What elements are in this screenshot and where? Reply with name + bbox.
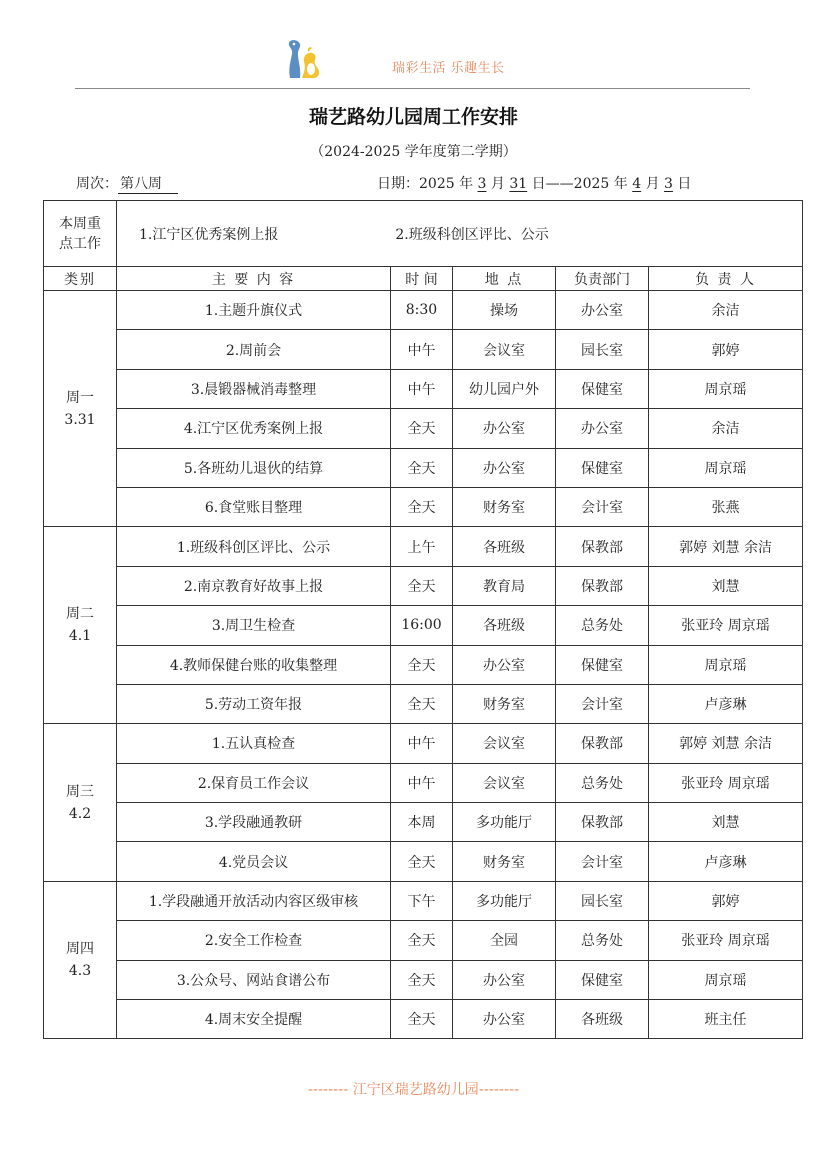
item-person: 周京瑶	[649, 960, 803, 999]
date-unit-day-2: 日	[677, 176, 692, 192]
week-value: 第八周	[118, 176, 178, 194]
item-person: 班主任	[649, 1000, 803, 1039]
date-unit-month: 月	[490, 176, 505, 192]
table-row	[44, 684, 803, 723]
item-dept: 总务处	[556, 606, 649, 645]
date-info	[377, 173, 691, 193]
date-label: 日期：	[377, 176, 419, 192]
item-place: 教育局	[453, 566, 556, 605]
table-row	[44, 1000, 803, 1039]
col-header-content: 主 要 内 容	[117, 267, 391, 291]
item-time: 全天	[391, 409, 453, 448]
item-place: 办公室	[453, 960, 556, 999]
item-time: 全天	[391, 487, 453, 526]
day-name: 周四	[66, 941, 94, 958]
table-row	[44, 842, 803, 881]
item-time: 本周	[391, 803, 453, 842]
item-person: 周京瑶	[649, 645, 803, 684]
item-place: 财务室	[453, 842, 556, 881]
item-content: 4.党员会议	[117, 842, 391, 881]
table-row	[44, 763, 803, 802]
item-place: 会议室	[453, 763, 556, 802]
item-dept: 保教部	[556, 566, 649, 605]
item-content: 2.安全工作检查	[117, 921, 391, 960]
item-place: 会议室	[453, 724, 556, 763]
item-person: 卢彦琳	[649, 842, 803, 881]
item-place: 办公室	[453, 448, 556, 487]
item-person: 张亚玲 周京瑶	[649, 763, 803, 802]
item-place: 会议室	[453, 330, 556, 369]
item-content: 2.南京教育好故事上报	[117, 566, 391, 605]
table-row	[44, 487, 803, 526]
item-time: 全天	[391, 960, 453, 999]
day-name: 周二	[66, 606, 94, 623]
item-time: 上午	[391, 527, 453, 566]
item-place: 各班级	[453, 527, 556, 566]
table-row	[44, 881, 803, 920]
item-content: 3.学段融通教研	[117, 803, 391, 842]
day-date: 4.1	[68, 628, 92, 645]
date-month-start: 3	[477, 176, 487, 192]
focus-item-2: 2.班级科创区评比、公示	[395, 226, 549, 243]
day-cell	[44, 291, 117, 527]
col-header-person: 负 责 人	[649, 267, 803, 291]
item-time: 全天	[391, 566, 453, 605]
item-dept: 保健室	[556, 369, 649, 408]
item-dept: 保教部	[556, 803, 649, 842]
item-content: 4.周末安全提醒	[117, 1000, 391, 1039]
item-content: 4.江宁区优秀案例上报	[117, 409, 391, 448]
table-row	[44, 369, 803, 408]
item-place: 办公室	[453, 645, 556, 684]
item-dept: 保教部	[556, 724, 649, 763]
week-info	[76, 173, 178, 194]
item-person: 刘慧	[649, 803, 803, 842]
item-dept: 办公室	[556, 409, 649, 448]
table-row	[44, 409, 803, 448]
item-place: 办公室	[453, 409, 556, 448]
table-header-row	[44, 267, 803, 291]
item-time: 中午	[391, 763, 453, 802]
date-unit-day: 日	[531, 176, 546, 192]
item-time: 全天	[391, 842, 453, 881]
table-row	[44, 960, 803, 999]
item-dept: 总务处	[556, 763, 649, 802]
item-person: 余洁	[649, 409, 803, 448]
item-place: 财务室	[453, 684, 556, 723]
date-year-start: 2025	[419, 176, 455, 192]
day-date: 3.31	[64, 411, 96, 428]
item-time: 全天	[391, 1000, 453, 1039]
date-year-end: 2025	[573, 176, 610, 192]
day-name: 周三	[66, 783, 94, 800]
table-row	[44, 724, 803, 763]
col-header-dept: 负责部门	[556, 267, 649, 291]
day-date: 4.3	[68, 963, 92, 980]
focus-item-1: 1.江宁区优秀案例上报	[139, 226, 279, 243]
col-header-time: 时 间	[391, 267, 453, 291]
item-person: 郭婷 刘慧 余洁	[649, 724, 803, 763]
focus-content	[117, 201, 803, 267]
item-time: 16:00	[391, 606, 453, 645]
week-label: 周次：	[76, 176, 118, 192]
item-person: 刘慧	[649, 566, 803, 605]
item-place: 幼儿园户外	[453, 369, 556, 408]
date-day-start: 31	[509, 176, 528, 192]
item-place: 操场	[453, 291, 556, 330]
date-month-end: 4	[632, 176, 642, 192]
item-content: 3.公众号、网站食谱公布	[117, 960, 391, 999]
item-person: 余洁	[649, 291, 803, 330]
item-content: 1.学段融通开放活动内容区级审核	[117, 881, 391, 920]
item-time: 全天	[391, 921, 453, 960]
item-dept: 保健室	[556, 960, 649, 999]
header-divider	[75, 88, 750, 89]
item-content: 1.五认真检查	[117, 724, 391, 763]
item-time: 全天	[391, 645, 453, 684]
item-person: 周京瑶	[649, 448, 803, 487]
item-person: 张亚玲 周京瑶	[649, 921, 803, 960]
item-content: 1.主题升旗仪式	[117, 291, 391, 330]
item-content: 5.各班幼儿退伙的结算	[117, 448, 391, 487]
item-content: 2.周前会	[117, 330, 391, 369]
item-dept: 会计室	[556, 684, 649, 723]
item-time: 全天	[391, 448, 453, 487]
focus-label: 本周重点工作	[44, 201, 117, 267]
item-content: 4.教师保健台账的收集整理	[117, 645, 391, 684]
item-place: 办公室	[453, 1000, 556, 1039]
item-person: 张亚玲 周京瑶	[649, 606, 803, 645]
item-dept: 会计室	[556, 842, 649, 881]
item-place: 多功能厅	[453, 803, 556, 842]
date-separator: ——	[545, 176, 574, 192]
col-header-place: 地 点	[453, 267, 556, 291]
day-name: 周一	[66, 389, 94, 406]
item-time: 8:30	[391, 291, 453, 330]
item-dept: 园长室	[556, 330, 649, 369]
item-content: 1.班级科创区评比、公示	[117, 527, 391, 566]
item-dept: 总务处	[556, 921, 649, 960]
date-day-end: 3	[664, 176, 673, 192]
item-place: 全园	[453, 921, 556, 960]
focus-row	[44, 201, 803, 267]
item-dept: 办公室	[556, 291, 649, 330]
kindergarten-logo-icon	[282, 38, 326, 80]
item-dept: 保健室	[556, 448, 649, 487]
table-row	[44, 448, 803, 487]
item-time: 全天	[391, 684, 453, 723]
item-place: 财务室	[453, 487, 556, 526]
item-time: 下午	[391, 881, 453, 920]
schedule-table	[43, 200, 803, 1039]
page-title: 瑞艺路幼儿园周工作安排	[308, 106, 518, 128]
item-dept: 保健室	[556, 645, 649, 684]
item-content: 3.晨锻器械消毒整理	[117, 369, 391, 408]
table-row	[44, 527, 803, 566]
item-place: 各班级	[453, 606, 556, 645]
item-place: 多功能厅	[453, 881, 556, 920]
item-content: 6.食堂账目整理	[117, 487, 391, 526]
table-row	[44, 921, 803, 960]
item-person: 张燕	[649, 487, 803, 526]
table-row	[44, 330, 803, 369]
item-person: 郭婷	[649, 881, 803, 920]
date-unit-year-2: 年	[613, 176, 628, 192]
slogan: 瑞彩生活 乐趣生长	[392, 61, 505, 76]
item-dept: 会计室	[556, 487, 649, 526]
date-unit-month-2: 月	[645, 176, 660, 192]
item-person: 卢彦琳	[649, 684, 803, 723]
item-content: 2.保育员工作会议	[117, 763, 391, 802]
date-unit-year: 年	[459, 176, 474, 192]
item-dept: 各班级	[556, 1000, 649, 1039]
item-person: 周京瑶	[649, 369, 803, 408]
table-row	[44, 291, 803, 330]
item-person: 郭婷	[649, 330, 803, 369]
table-row	[44, 803, 803, 842]
footer-text: -------- 江宁区瑞艺路幼儿园--------	[307, 1082, 520, 1098]
day-cell	[44, 527, 117, 724]
item-time: 中午	[391, 330, 453, 369]
item-time: 中午	[391, 724, 453, 763]
page-subtitle: （2024-2025 学年度第二学期）	[310, 144, 517, 160]
col-header-category: 类别	[44, 267, 117, 291]
table-row	[44, 645, 803, 684]
day-date: 4.2	[68, 805, 92, 822]
item-person: 郭婷 刘慧 余洁	[649, 527, 803, 566]
table-row	[44, 566, 803, 605]
day-cell	[44, 881, 117, 1039]
item-dept: 保教部	[556, 527, 649, 566]
item-content: 5.劳动工资年报	[117, 684, 391, 723]
day-cell	[44, 724, 117, 882]
item-dept: 园长室	[556, 881, 649, 920]
item-content: 3.周卫生检查	[117, 606, 391, 645]
table-row	[44, 606, 803, 645]
item-time: 中午	[391, 369, 453, 408]
